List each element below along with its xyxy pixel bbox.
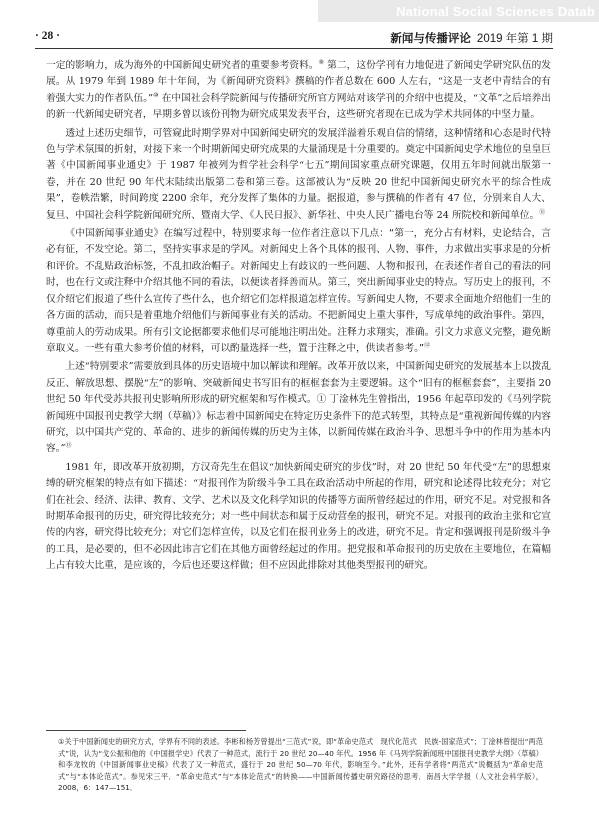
page-number: · 28 · bbox=[35, 30, 60, 42]
endnote-marker: ⑫ bbox=[423, 341, 430, 349]
paragraph-2: 透过上述历史细节，可管窥此时期学界对中国新闻史研究的发展洋溢着乐观自信的情绪，这种情绪和心态是时代特色与学术氛围的折射，对接下来一个时期新闻史研究成果的大量涌现是十分重要的。奠定中国新闻史学术地位的皇皇巨著《中国新闻事业通史》于 1987 年被列为哲学社会科学“七五”期间国家重点研究课题，仅用五年时间就出版第一卷，并在 20 世纪 90 年代末陆续出版第二卷和第三卷。这部被认为“反映 20 世纪中国新闻史研究水平的综合性成果”，卷帙浩繁，时间跨度 2200 余年，充分发挥了集体的力量。据报道，参与撰稿的作者有 47 位，分别来自人大、复旦、中国社会科学院新闻研究所、暨南大学、《人民日报》、新华社、中央人民广播电台等 24 所院校和新闻单位。⑪ bbox=[46, 127, 551, 221]
paragraph-5: 1981 年，即改革开放初期，方汉奇先生在倡议“加快新闻史研究的步伐”时，对 20 世纪 50 年代受“左”的思想束缚的研究框架的特点有如下描述：“对报刊作为阶级斗争工具在政治活动中所起的作用，研究和论述得比较充分；对它们在社会、经济、法律、教育、文学、艺术以及文化科学知识的传播等方面所曾经起过的作用，研究不足。对党报和各时期革命报刊的历史，研究得比较充分；对一些中间状态和属于反动营垒的报刊，研究不足。对报刊的政治主张和它宣传的内容，研究得比较充分；对它们怎样宣传，以及它们在报刊业务上的改进，研究不足。肯定和强调报刊是阶级斗争的工具，是必要的，但不必因此讳言它们在其他方面曾经起过的作用。把党报和革命报刊的历史放在主要地位，在篇幅上占有较大比重，是应该的，今后也还要这样做；但不应因此排除对其他类型报刊的研究。 bbox=[46, 461, 551, 572]
journal-title bbox=[390, 30, 553, 46]
journal-name: 新闻与传播评论 bbox=[390, 31, 471, 45]
endnote-marker: ⑩ bbox=[153, 91, 159, 99]
footnote-divider bbox=[46, 730, 246, 731]
paragraph-4: 上述“特别要求”需要放到具体的历史语境中加以解读和理解。改革开放以来，中国新闻史研究的发展基本上以拨乱反正、解放思想、摆脱“左”的影响、突破新闻史书写旧有的框框套套为主要逻辑。这个“旧有的框框套套”，主要指 20 世纪 50 年代受苏共报刊史影响所形成的研究框架和写作模式。① 丁淦林先生曾指出，1956 年起草印发的《马列学院新闻班中国报刊史教学大纲（草稿）》标志着中国新闻史在特定历史条件下的范式转型，其特点是“重视新闻传媒的内容研究，以中国共产党的、革命的、进步的新闻传媒的历史为主体，以新闻传媒在政治斗争、思想斗争中的作用为基本内容。”⑬ bbox=[46, 361, 551, 455]
watermark-text: National Social Sciences Datab bbox=[396, 4, 595, 19]
endnote-marker: ⑪ bbox=[539, 208, 546, 216]
paragraph-3: 《中国新闻事业通史》在编写过程中，特别要求每一位作者注意以下几点：“第一，充分占有材料，史论结合，言必有征，不发空论。第二，坚持实事求是的学风。对新闻史上各个具体的报刊、人物、事件，力求做出实事求是的分析和评价。不乱贴政治标签，不乱扣政治帽子。对新闻史上有歧议的一些问题、人物和报刊，在表述作者自己的看法的同时，也在行文或注释中介绍其他不同的看法，以便读者择善而从。第三，突出新闻事业史的特点。写历史上的报刊，不仅介绍它们报道了些什么宣传了些什么，也介绍它们怎样报道怎样宣传。写新闻史人物，不要求全面地介绍他们一生的各方面的活动，而只是着重地介绍他们与新闻事业有关的活动。不把新闻史上重大事件，写成单纯的政治事件。第四，尊重前人的劳动成果。所有引文论据都要求他们尽可能地注明出处。注释力求翔实，准确。引文力求意义完整，避免断章取义。一些有重大参考价值的材料，可以酌量选择一些，置于注释之中，供读者参考。”⑫ bbox=[46, 228, 551, 354]
watermark-banner bbox=[318, 0, 599, 22]
body-text bbox=[46, 58, 551, 577]
page-header bbox=[35, 30, 553, 49]
footnote: ①关于中国新闻史的研究方式，学界有不同的表述。李彬和杨芳曾提出“三范式”说，即“革命史范式 现代化范式 民族-国家范式”；丁淦林曾提出“两范式”说，认为“戈公振和他的《中国报学史》代表了一种范式，流行于 20 世纪 20—40 年代。1956 年《马列学院新闻班中国报刊史教学大纲》（草稿）和李龙牧的《中国新闻事业史稿》代表了又一种范式，盛行于 20 世纪 50—70 年代，影响至今。”此外，还有学者将“两范式”说概括为“革命史范式”与“本体论范式”。参见宋三平．“革命史范式”与“本体论范式”的转换——中国新闻传播史研究路径的思考．南昌大学学报（人文社会科学版），2008，6：147—151． bbox=[58, 737, 543, 792]
issue-label: 2019 年第 1 期 bbox=[476, 33, 553, 45]
endnote-marker: ⑨ bbox=[318, 58, 325, 66]
endnote-marker: ⑬ bbox=[65, 442, 72, 450]
paragraph-1: 一定的影响力，成为海外的中国新闻史研究者的重要参考资料。⑨ 第二，这份学刊有力地促进了新闻史学研究队伍的发展。从 1979 年到 1989 年十年间，为《新闻研究资料》撰稿的作者总数在 600 人左右，“这是一支老中青结合的有着强大实力的作者队伍。”⑩ 在中国社会科学院新闻与传播研究所官方网站对该学刊的介绍中也提及，“文革”之后培养出的新一代新闻史研究者，早期多曾以该份刊物为研究成果发表平台，这些研究者现在已成为学术共同体的中坚力量。 bbox=[46, 58, 551, 121]
